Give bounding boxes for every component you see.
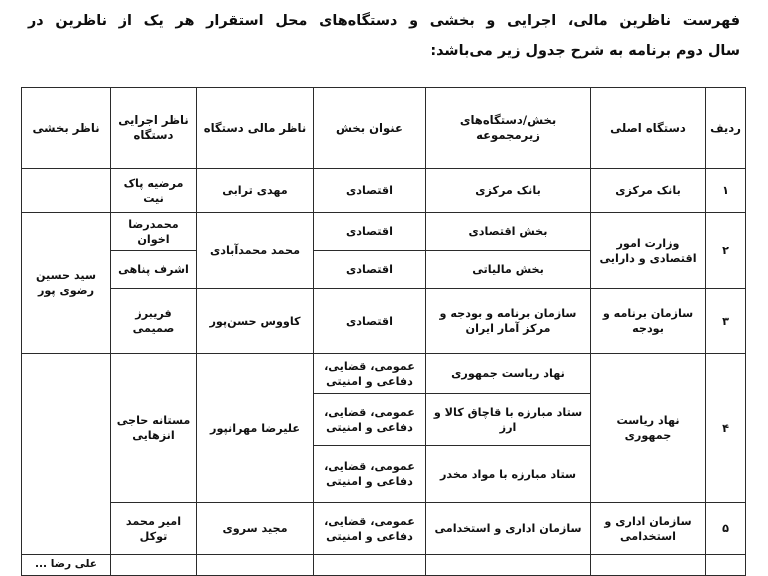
column-header-main-agency: دستگاه اصلی [591, 88, 706, 169]
cell-radif: ۱ [706, 169, 746, 213]
intro-line-1: فهرست ناظرین مالی، اجرایی و بخشی و دستگاه‌های محل استقرار هر یک از ناظرین در [28, 13, 740, 29]
cell-sub-agency: بخش اقتصادی [426, 213, 591, 251]
cell-main-agency: نهاد ریاست جمهوری [591, 354, 706, 503]
cell-section-title: اقتصادی [314, 213, 426, 251]
table-row [22, 169, 746, 213]
cell-section-title: اقتصادی [314, 251, 426, 289]
table-row [22, 213, 746, 251]
cell-sub-agency: سازمان اداری و استخدامی [426, 503, 591, 555]
cell-financial-supervisor: کاووس حسن‌پور [197, 289, 314, 354]
table-body [22, 169, 746, 576]
supervisors-table [21, 87, 746, 576]
cell-financial-supervisor: مهدی ترابی [197, 169, 314, 213]
cell-section-title: عمومی، قضایی، دفاعی و امنیتی [314, 354, 426, 394]
table-header [22, 88, 746, 169]
column-header-executive-supervisor: ناظر اجرایی دستگاه [111, 88, 197, 169]
column-header-radif: ردیف [706, 88, 746, 169]
table-header-row [22, 88, 746, 169]
supervisors-table-container [22, 87, 746, 576]
table-row [22, 555, 746, 576]
cell-sectoral-supervisor [22, 169, 111, 213]
cell-main-agency: بانک مرکزی [591, 169, 706, 213]
column-header-sub-agencies: بخش/دستگاه‌های زیرمجموعه [426, 88, 591, 169]
cell-main-agency: وزارت امور اقتصادی و دارایی [591, 213, 706, 289]
cell-main-agency: سازمان برنامه و بودجه [591, 289, 706, 354]
cell-executive-supervisor [111, 555, 197, 576]
column-header-sectoral-supervisor: ناظر بخشی [22, 88, 111, 169]
intro-line-2: سال دوم برنامه به شرح جدول زیر می‌باشد: [430, 43, 740, 59]
cell-radif: ۵ [706, 503, 746, 555]
cell-radif [706, 555, 746, 576]
cell-radif: ۲ [706, 213, 746, 289]
cell-financial-supervisor [197, 555, 314, 576]
cell-section-title: اقتصادی [314, 169, 426, 213]
cell-section-title: اقتصادی [314, 289, 426, 354]
cell-sub-agency [426, 555, 591, 576]
cell-sub-agency: ستاد مبارزه با مواد مخدر [426, 446, 591, 503]
cell-executive-supervisor: امیر محمد توکل [111, 503, 197, 555]
cell-main-agency [591, 555, 706, 576]
table-row [22, 289, 746, 354]
cell-radif: ۴ [706, 354, 746, 503]
cell-executive-supervisor: فریبرز صمیمی [111, 289, 197, 354]
cell-executive-supervisor: مستانه حاجی انزهایی [111, 354, 197, 503]
cell-sub-agency: بخش مالیاتی [426, 251, 591, 289]
cell-sub-agency: نهاد ریاست جمهوری [426, 354, 591, 394]
cell-sub-agency: ستاد مبارزه با قاچاق کالا و ارز [426, 394, 591, 446]
cell-sectoral-supervisor: سید حسین رضوی پور [22, 213, 111, 354]
cell-financial-supervisor: مجید سروی [197, 503, 314, 555]
cell-executive-supervisor: مرضیه پاک نیت [111, 169, 197, 213]
table-row [22, 503, 746, 555]
cell-section-title [314, 555, 426, 576]
cell-main-agency: سازمان اداری و استخدامی [591, 503, 706, 555]
cell-section-title: عمومی، قضایی، دفاعی و امنیتی [314, 394, 426, 446]
cell-sectoral-supervisor: علی رضا ... [22, 555, 111, 576]
cell-executive-supervisor: اشرف پناهی [111, 251, 197, 289]
column-header-financial-supervisor: ناظر مالی دستگاه [197, 88, 314, 169]
cell-radif: ۳ [706, 289, 746, 354]
table-row [22, 354, 746, 394]
column-header-section-title: عنوان بخش [314, 88, 426, 169]
cell-sub-agency: بانک مرکزی [426, 169, 591, 213]
cell-financial-supervisor: محمد محمدآبادی [197, 213, 314, 289]
intro-paragraph [28, 6, 740, 66]
cell-section-title: عمومی، قضایی، دفاعی و امنیتی [314, 503, 426, 555]
cell-sectoral-supervisor [22, 354, 111, 555]
cell-executive-supervisor: محمدرضا اخوان [111, 213, 197, 251]
cell-sub-agency: سازمان برنامه و بودجه و مرکز آمار ایران [426, 289, 591, 354]
cell-section-title: عمومی، قضایی، دفاعی و امنیتی [314, 446, 426, 503]
cell-financial-supervisor: علیرضا مهرانپور [197, 354, 314, 503]
